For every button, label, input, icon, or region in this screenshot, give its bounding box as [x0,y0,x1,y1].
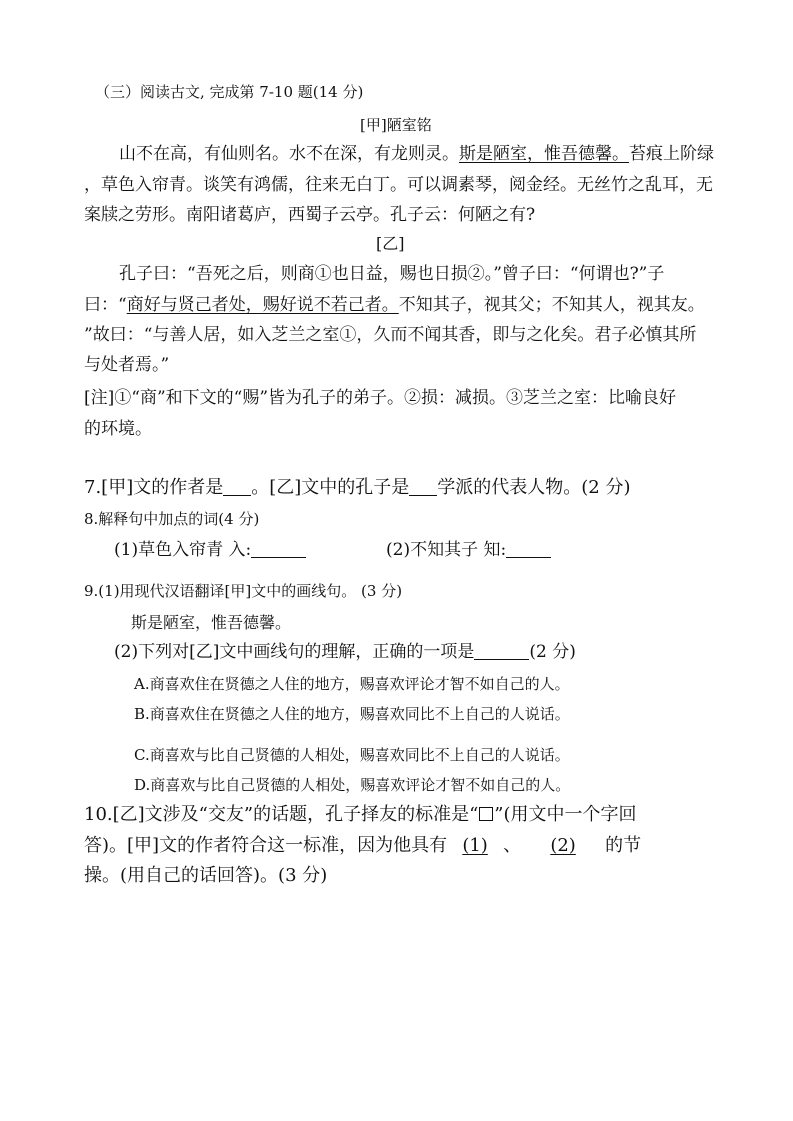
option-b[interactable]: B.商喜欢住在贤德之人住的地方，赐喜欢同比不上自己的人说话。 [134,705,570,723]
question-8-part-1 [114,541,306,559]
section-heading: （三）阅读古文, 完成第 7-10 题(14 分) [95,83,364,101]
answer-blank[interactable] [251,541,306,558]
passage-yi-text: 曰：“ [84,295,127,315]
question-8-text: (2)不知其子 知: [386,540,507,560]
passage-yi-title: [乙] [376,234,405,253]
question-9-part-2 [114,643,576,661]
question-10-text: ”(用文中一个字回 [494,804,637,825]
passage-yi-line-4: 与处者焉。” [84,355,170,375]
answer-blank[interactable] [474,643,529,660]
question-9-text: (2)下列对[乙]文中画线句的理解，正确的一项是 [114,642,475,662]
question-7 [84,479,630,497]
question-10-text: 10.[乙]文涉及“交友”的话题，孔子择友的标准是“ [84,804,479,825]
question-8-title: 8.解释句中加点的词(4 分) [84,510,260,528]
passage-jia-text: 苔痕上阶绿 [629,144,714,164]
question-10-text: 的节 [605,835,642,856]
note-line-2: 的环境。 [84,419,152,439]
question-7-text: 学派的代表人物。(2 分) [437,477,631,498]
answer-box[interactable] [479,807,493,821]
underlined-sentence-yi: 商好与贤己者处，赐好说不若己者。 [126,295,399,315]
passage-jia-text: 山不在高，有仙则名。水不在深，有龙则灵。 [119,144,459,164]
option-a[interactable]: A.商喜欢住在贤德之人住的地方，赐喜欢评论才智不如自己的人。 [134,675,570,693]
passage-jia-line-2: ，草色入帘青。谈笑有鸿儒，往来无白丁。可以调素琴，阅金经。无丝竹之乱耳，无 [84,175,713,195]
question-9-title: 9.(1)用现代汉语翻译[甲]文中的画线句。 (3 分) [84,582,403,600]
question-7-text: 7.[甲]文的作者是 [84,477,224,498]
note-line-1: [注]①“商”和下文的“赐”皆为孔子的弟子。②损：减损。③芝兰之室：比喻良好 [84,388,677,408]
answer-blank-1[interactable]: (1) [462,835,488,856]
question-10-line-2 [84,837,641,855]
answer-blank[interactable] [223,479,251,496]
answer-blank[interactable] [409,479,437,496]
question-10-text: 答)。[甲]文的作者符合这一标准，因为他具有 [84,835,448,856]
passage-jia-line-1 [119,146,714,163]
question-8-text: (1)草色入帘青 入: [114,540,252,560]
question-10-text: 、 [503,835,522,856]
passage-yi-line-3: ”故曰：“与善人居，如入芝兰之室①，久而不闻其香，即与之化矣。君子必慎其所 [84,325,697,345]
question-7-text: 。[乙]文中的孔子是 [251,477,410,498]
question-10-line-3: 操。(用自己的话回答)。(3 分) [84,865,328,886]
passage-yi-line-1: 孔子曰：“吾死之后，则商①也日益，赐也日损②。”曾子曰：“何谓也?”子 [119,264,665,284]
question-9-sentence: 斯是陋室，惟吾德馨。 [131,613,292,632]
passage-yi-line-2 [84,297,705,314]
question-8-part-2 [386,541,551,559]
underlined-sentence-jia: 斯是陋室，惟吾德馨。 [459,144,629,164]
option-d[interactable]: D.商喜欢与比自己贤德的人相处，赐喜欢评论才智不如自己的人。 [134,776,571,794]
passage-jia-title: [甲]陋室铭 [360,116,432,134]
answer-blank[interactable] [506,541,551,558]
question-10-line-1 [84,806,637,824]
option-c[interactable]: C.商喜欢与比自己贤德的人相处，赐喜欢同比不上自己的人说话。 [134,746,570,764]
answer-blank-2[interactable]: (2) [550,835,576,856]
passage-yi-text: 不知其子，视其父；不知其人，视其友。 [398,295,705,315]
passage-jia-line-3: 案牍之劳形。南阳诸葛庐，西蜀子云亭。孔子云：何陋之有? [84,205,536,225]
question-9-text: (2 分) [529,642,576,662]
